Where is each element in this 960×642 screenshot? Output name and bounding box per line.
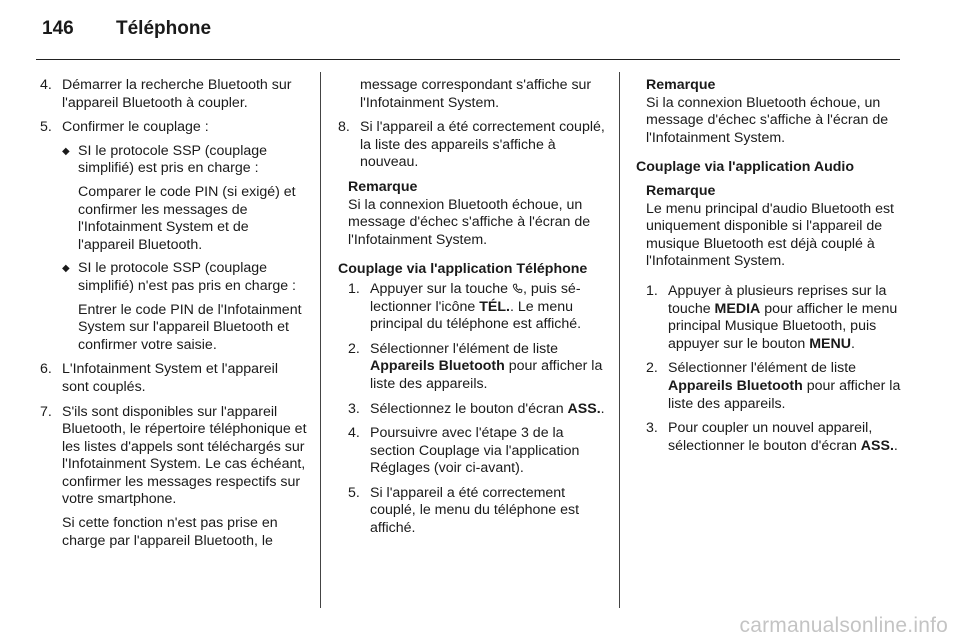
list-item-8: 8. Si l'appareil a été correctement couplé, la liste des appareils s'affiche à nouveau. bbox=[338, 119, 605, 171]
list-item-4: 4. Démarrer la recherche Bluetooth sur l'appareil Bluetooth à coupler. bbox=[40, 77, 292, 111]
header-rule bbox=[36, 59, 900, 60]
step-2: 2. Sélectionner l'élément de liste Appareils Bluetooth pour afficher la liste des appareils. bbox=[348, 340, 603, 392]
diamond-bullet-icon: ◆ bbox=[62, 145, 70, 157]
bullet-item-ssp-yes: ◆ SI le protocole SSP (couplage simplifié) est pris en charge : bbox=[62, 142, 268, 177]
remark-title: Remarque bbox=[348, 178, 418, 195]
column-2 bbox=[338, 77, 606, 545]
step-4: 4. Poursuivre avec l'étape 3 de la section Couplage via l'application Réglages (voir ci-avant). bbox=[348, 425, 580, 477]
page-title: Téléphone bbox=[116, 18, 212, 39]
remark-block-audio bbox=[636, 183, 904, 271]
remark-text: Le menu principal d'audio Bluetooth est uniquement disponible si l'appareil de musique Bluetooth est déjà couplé à l'Infotainment System. bbox=[646, 200, 895, 270]
column-divider-1 bbox=[320, 72, 321, 608]
remark-text: Si la connexion Bluetooth échoue, un message d'échec s'affiche à l'écran de l'Infotainment System. bbox=[646, 94, 889, 146]
remark-text: Si la connexion Bluetooth échoue, un message d'échec s'affiche à l'écran de l'Infotainment System. bbox=[348, 196, 591, 248]
remark-title: Remarque bbox=[646, 77, 716, 93]
column-1 bbox=[40, 77, 308, 557]
list-item-7: 7. S'ils sont disponibles sur l'appareil Bluetooth, le répertoire téléphonique et les listes d'appels sont téléchargés sur l'Infotainment System. Le cas échéant, confirmer les messages respectifs sur votre smartphone. bbox=[40, 403, 307, 508]
step-5: 5. Si l'appareil a été correctement couplé, le menu du téléphone est affiché. bbox=[348, 484, 580, 537]
watermark: carmanualsonline.info bbox=[739, 614, 948, 637]
step-1: 1. Appuyer sur la touche , puis sélectionner l'icône TÉL.. Le menu principal du téléphone est affiché. bbox=[348, 280, 582, 333]
column-3 bbox=[636, 77, 904, 462]
section-heading-audio: Couplage via l'application Audio bbox=[636, 159, 855, 176]
section-heading-phone: Couplage via l'application Téléphone bbox=[338, 261, 588, 278]
list-item-7-continuation: message correspondant s'affiche sur l'Infotainment System. bbox=[360, 77, 592, 111]
step-3: 3. Sélectionnez le bouton d'écran ASS.. bbox=[348, 400, 605, 417]
list-item-7-continued: Si cette fonction n'est pas prise en charge par l'appareil Bluetooth, le bbox=[62, 515, 278, 549]
list-item-6: 6. L'Infotainment System et l'appareil sont couplés. bbox=[40, 361, 278, 395]
bullet-subtext-ssp-no: Entrer le code PIN de l'Infotainment System sur l'appareil Bluetooth et confirmer votre saisie. bbox=[78, 301, 302, 353]
remark-block bbox=[636, 77, 904, 147]
remark-block bbox=[338, 179, 606, 249]
audio-step-1: 1. Appuyer à plusieurs reprises sur la touche MEDIA pour afficher le menu principal Musique Bluetooth, puis appuyer sur le bouton MENU. bbox=[646, 282, 898, 352]
phone-icon bbox=[512, 283, 523, 294]
list-item-5: 5. Confirmer le couplage : ◆ SI le protocole SSP (couplage simplifié) est pris en charge : Comparer le code PIN (si exigé) et confirmer les messages de l'Infotainment System et de l'appareil Bluetooth. ◆ SI le protocole SSP (couplage simplifié) n'est pas pris en charge : Entrer le code PIN de l'Infotainment System sur l'appareil Bluetooth et confirmer votre saisie. bbox=[40, 119, 308, 354]
remark-title: Remarque bbox=[646, 182, 716, 199]
page-header bbox=[42, 18, 211, 48]
audio-step-3: 3. Pour coupler un nouvel appareil, sélectionner le bouton d'écran ASS.. bbox=[646, 420, 898, 454]
diamond-bullet-icon: ◆ bbox=[62, 263, 70, 275]
page-number: 146 bbox=[42, 18, 74, 39]
column-divider-2 bbox=[619, 72, 620, 608]
audio-step-2: 2. Sélectionner l'élément de liste Appareils Bluetooth pour afficher la liste des appareils. bbox=[646, 360, 901, 412]
bullet-subtext-ssp-yes: Comparer le code PIN (si exigé) et confirmer les messages de l'Infotainment System et de l'appareil Bluetooth. bbox=[78, 183, 296, 253]
bullet-item-ssp-no: ◆ SI le protocole SSP (couplage simplifié) n'est pas pris en charge : bbox=[62, 260, 296, 294]
